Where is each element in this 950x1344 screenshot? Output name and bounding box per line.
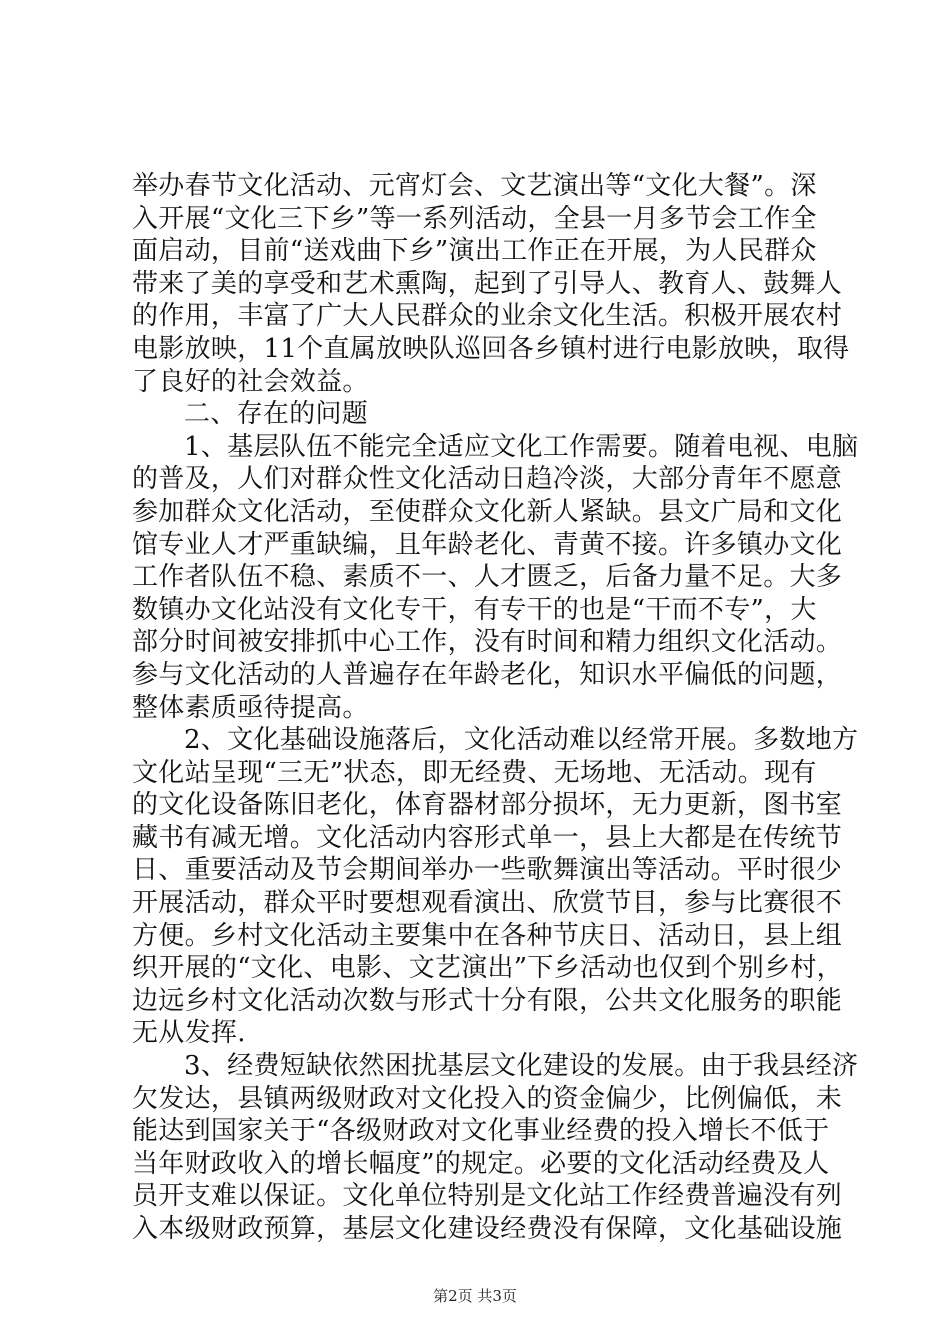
text-line: 方便。乡村文化活动主要集中在各种节庆日、活动日，县上组 (132, 920, 843, 951)
text-line: 的普及，人们对群众性文化活动日趋冷淡，大部分青年不愿意 (132, 464, 843, 495)
text-line: 参加群众文化活动，至使群众文化新人紧缺。县文广局和文化 (132, 496, 843, 527)
text-line: 二、存在的问题 (184, 399, 369, 430)
text-line: 织开展的“文化、电影、文艺演出”下乡活动也仅到个别乡村， (132, 953, 843, 984)
text-line: 开展活动，群众平时要想观看演出、欣赏节目，参与比赛很不 (132, 888, 843, 919)
text-line: 能达到国家关于“各级财政对文化事业经费的投入增长不低于 (132, 1116, 830, 1147)
text-line: 馆专业人才严重缺编，且年龄老化、青黄不接。许多镇办文化 (132, 529, 843, 560)
text-line: 1、基层队伍不能完全适应文化工作需要。随着电视、电脑 (184, 431, 859, 462)
text-line: 日、重要活动及节会期间举办一些歌舞演出等活动。平时很少 (132, 855, 843, 886)
text-line: 当年财政收入的增长幅度”的规定。必要的文化活动经费及人 (132, 1148, 830, 1179)
text-line: 数镇办文化站没有文化专干，有专干的也是“干而不专”，大 (132, 594, 817, 625)
text-line: 电影放映，11个直属放映队巡回各乡镇村进行电影放映，取得 (132, 333, 850, 364)
text-line: 入本级财政预算，基层文化建设经费没有保障，文化基础设施 (132, 1214, 843, 1244)
text-line: 的文化设备陈旧老化，体育器材部分损坏，无力更新，图书室 (132, 790, 843, 821)
text-line: 部分时间被安排抓中心工作，没有时间和精力组织文化活动。 (132, 627, 843, 658)
text-line: 3、经费短缺依然困扰基层文化建设的发展。由于我县经济 (184, 1051, 859, 1082)
text-line: 2、文化基础设施落后，文化活动难以经常开展。多数地方 (184, 725, 859, 756)
text-line: 举办春节文化活动、元宵灯会、文艺演出等“文化大餐”。深 (132, 171, 817, 201)
text-line: 文化站呈现“三无”状态，即无经费、无场地、无活动。现有 (132, 757, 817, 788)
text-line: 欠发达，县镇两级财政对文化投入的资金偏少，比例偏低，未 (132, 1083, 843, 1114)
text-line: 员开支难以保证。文化单位特别是文化站工作经费普遍没有列 (132, 1181, 843, 1212)
text-line: 的作用，丰富了广大人民群众的业余文化生活。积极开展农村 (132, 301, 843, 332)
page-footer: 第2页 共3页 (433, 1287, 517, 1305)
text-line: 无从发挥. (132, 1018, 246, 1049)
text-line: 入开展“文化三下乡”等一系列活动，全县一月多节会工作全 (132, 203, 817, 234)
text-line: 参与文化活动的人普遍存在年龄老化，知识水平偏低的问题， (132, 659, 843, 690)
text-line: 面启动，目前“送戏曲下乡”演出工作正在开展，为人民群众 (132, 236, 817, 267)
text-line: 工作者队伍不稳、素质不一、人才匮乏，后备力量不足。大多 (132, 562, 843, 593)
text-line: 边远乡村文化活动次数与形式十分有限，公共文化服务的职能 (132, 985, 843, 1016)
text-line: 整体素质亟待提高。 (132, 692, 369, 723)
text-line: 了良好的社会效益。 (132, 366, 369, 397)
text-line: 藏书有减无增。文化活动内容形式单一，县上大都是在传统节 (132, 822, 843, 853)
document-body (132, 170, 859, 1246)
text-line: 带来了美的享受和艺术熏陶，起到了引导人、教育人、鼓舞人 (132, 268, 843, 299)
